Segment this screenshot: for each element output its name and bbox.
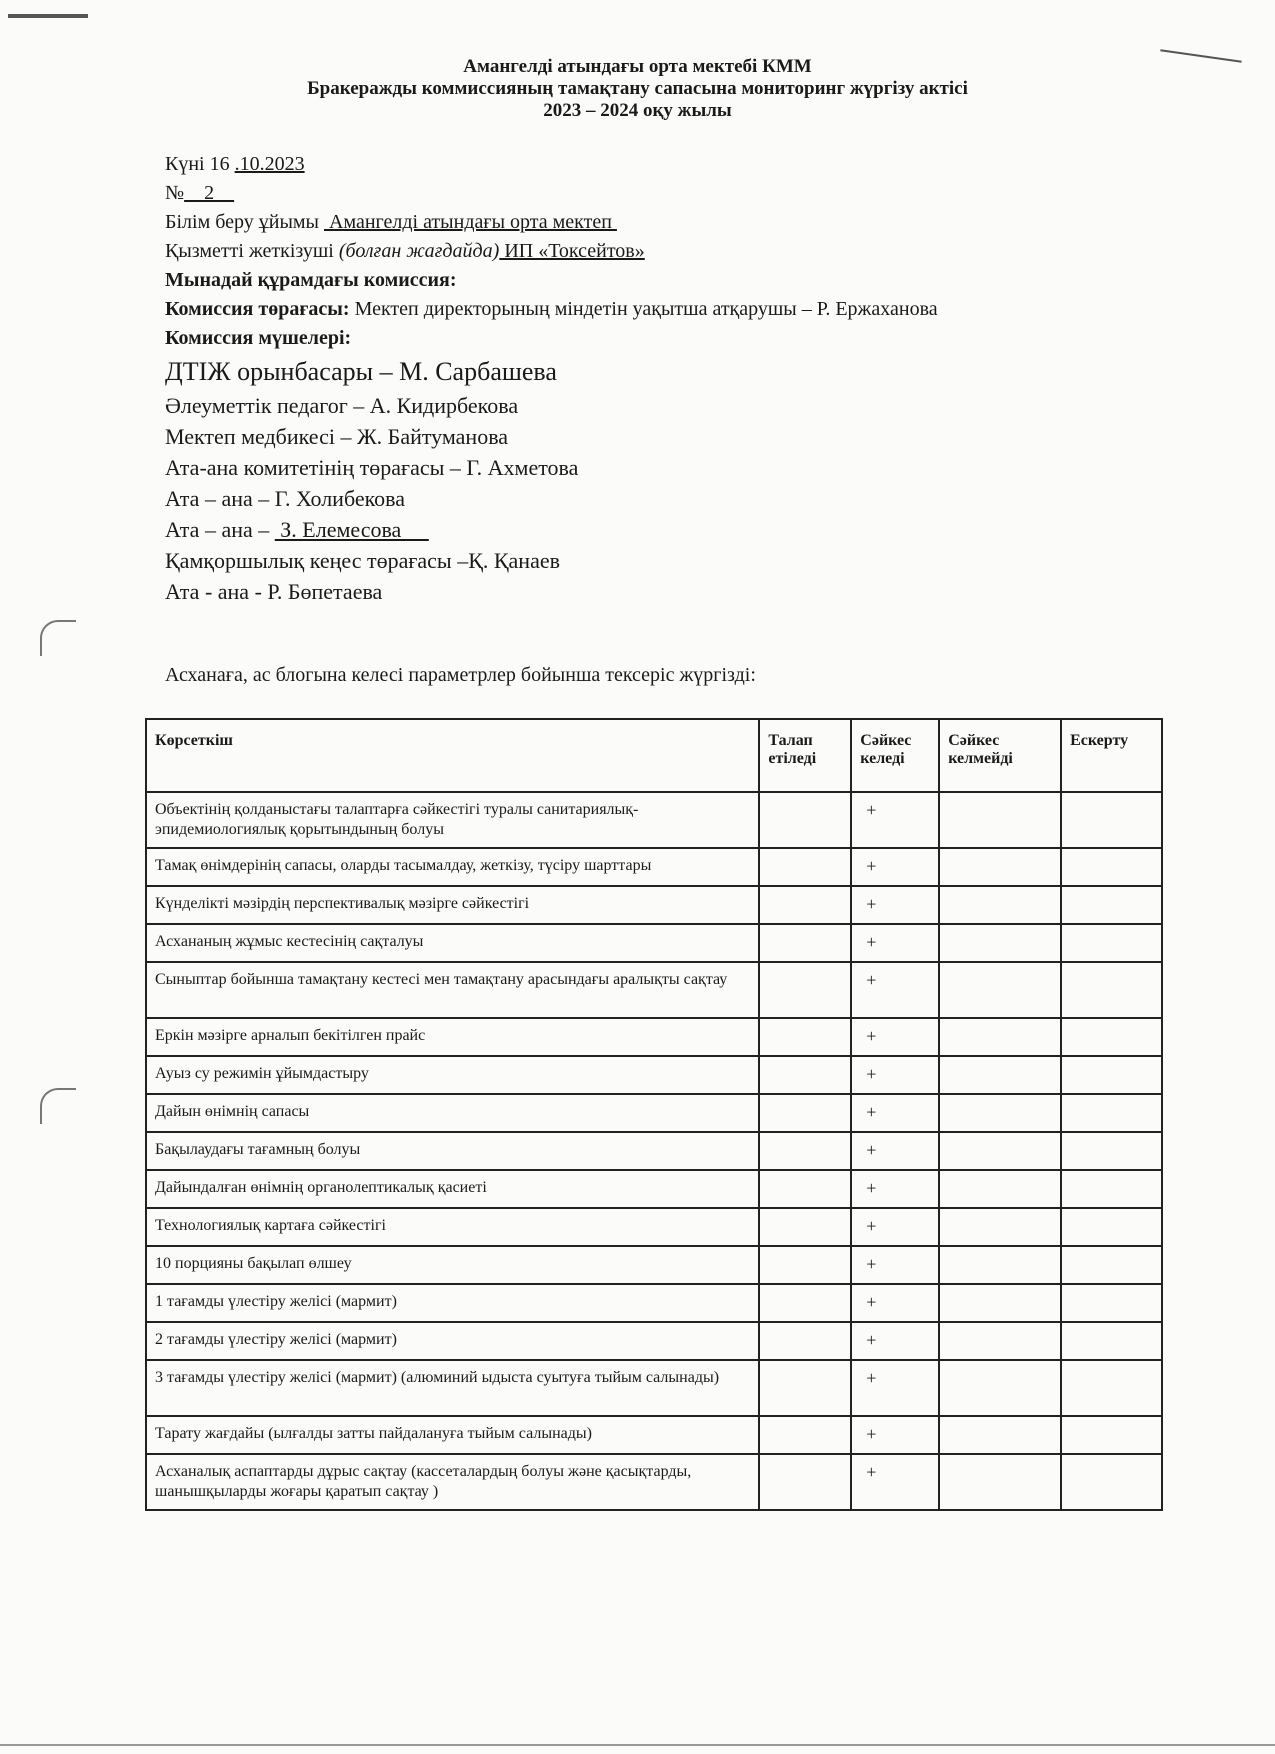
table-row [146,1018,1162,1056]
indicator-cell: Күнделікті мәзірдің перспективалық мәзірге сәйкестігі [146,886,759,924]
indicator-cell: Еркін мәзірге арналып бекітілген прайс [146,1018,759,1056]
document-meta [165,150,1165,607]
org-value: Амангелді атындағы орта мектеп [324,211,617,233]
note-cell [1061,1360,1162,1416]
note-cell [1061,848,1162,886]
noncompliant-cell [939,792,1061,848]
chair-line [165,295,1165,324]
noncompliant-cell [939,886,1061,924]
compliant-cell: + [851,1094,939,1132]
indicator-cell: Тарату жағдайы (ылғалды затты пайдалануға тыйым салынады) [146,1416,759,1454]
supplier-value: ИП «Токсейтов» [499,240,645,262]
column-header-noncompliant: Сәйкес келмейді [939,719,1061,792]
table-row [146,962,1162,1018]
member-underlined-name: З. Елемесова [274,517,429,542]
supplier-note: (болған жағдайда) [338,240,500,262]
indicator-cell: 1 тағамды үлестіру желісі (мармит) [146,1284,759,1322]
chair-label: Комиссия төрағасы: [165,298,350,320]
noncompliant-cell [939,1208,1061,1246]
indicator-cell: Бақылаудағы тағамның болуы [146,1132,759,1170]
noncompliant-cell [939,1246,1061,1284]
org-label: Білім беру ұйымы [165,211,324,233]
required-cell [759,1284,851,1322]
number-line [165,179,1165,208]
table-row [146,1416,1162,1454]
compliant-cell: + [851,1454,939,1510]
indicator-cell: Технологиялық картаға сәйкестігі [146,1208,759,1246]
note-cell [1061,1416,1162,1454]
note-cell [1061,792,1162,848]
note-cell [1061,1454,1162,1510]
table-row [146,1246,1162,1284]
compliant-cell: + [851,1170,939,1208]
table-body [146,792,1162,1510]
column-header-note: Ескерту [1061,719,1162,792]
table-row [146,1132,1162,1170]
inspection-intro: Асханаға, ас блогына келесі параметрлер бойынша тексеріс жүргізді: [165,664,756,686]
indicator-cell: Объектінің қолданыстағы талаптарға сәйкестігі туралы санитариялық-эпидемиологиялық қорытындының болуы [146,792,759,848]
required-cell [759,886,851,924]
scan-edge [0,1744,1275,1746]
scan-mark [8,14,88,18]
table-row [146,1056,1162,1094]
table-row [146,1208,1162,1246]
compliant-cell: + [851,1284,939,1322]
required-cell [759,848,851,886]
note-cell [1061,962,1162,1018]
indicator-cell: Асханалық аспаптарды дұрыс сақтау (кассеталардың болуы және қасықтарды, шанышқыларды жоғары қаратып сақтау ) [146,1454,759,1510]
noncompliant-cell [939,1018,1061,1056]
required-cell [759,962,851,1018]
note-cell [1061,1132,1162,1170]
compliant-cell: + [851,1360,939,1416]
date-label: Күні 16 [165,153,235,175]
member-item: Мектеп медбикесі – Ж. Байтуманова [165,424,509,449]
required-cell [759,1018,851,1056]
table-row [146,1284,1162,1322]
compliant-cell: + [851,1208,939,1246]
table-row [146,1094,1162,1132]
compliant-cell: + [851,962,939,1018]
column-header-indicator: Көрсеткіш [146,719,759,792]
noncompliant-cell [939,1416,1061,1454]
member-item: ДТІЖ орынбасары – М. Сарбашева [165,357,557,386]
indicator-cell: 2 тағамды үлестіру желісі (мармит) [146,1322,759,1360]
compliant-cell: + [851,848,939,886]
academic-year: 2023 – 2024 оқу жылы [543,100,732,121]
table-row [146,886,1162,924]
punch-hole [40,1088,76,1124]
number-value: 2 [184,182,235,204]
noncompliant-cell [939,1094,1061,1132]
school-name: Амангелді атындағы орта мектебі КММ [463,56,812,77]
table-row [146,848,1162,886]
member-item [165,514,1165,545]
member-item: Ата – ана – Г. Холибекова [165,486,406,511]
compliant-cell: + [851,792,939,848]
compliant-cell: + [851,1056,939,1094]
required-cell [759,1416,851,1454]
required-cell [759,1170,851,1208]
table-row [146,1322,1162,1360]
member-item: Ата-ана комитетінің төрағасы – Г. Ахметова [165,455,579,480]
note-cell [1061,1322,1162,1360]
required-cell [759,1056,851,1094]
document-header [0,56,1275,122]
indicator-cell: 10 порцияны бақылап өлшеу [146,1246,759,1284]
indicator-cell: Сыныптар бойынша тамақтану кестесі мен тамақтану арасындағы аралықты сақтау [146,962,759,1018]
noncompliant-cell [939,1360,1061,1416]
table-header-row [146,719,1162,792]
member-item: Ата - ана - Р. Бөпетаева [165,579,383,604]
required-cell [759,1094,851,1132]
compliant-cell: + [851,886,939,924]
member-item: Әлеуметтік педагог – А. Кидирбекова [165,393,519,418]
required-cell [759,792,851,848]
noncompliant-cell [939,1322,1061,1360]
compliant-cell: + [851,1132,939,1170]
compliant-cell: + [851,1416,939,1454]
date-line [165,150,1165,179]
required-cell [759,924,851,962]
monitoring-table [145,718,1163,1511]
punch-hole [40,620,76,656]
noncompliant-cell [939,1132,1061,1170]
member-label: Ата – ана – [165,517,275,542]
noncompliant-cell [939,1170,1061,1208]
note-cell [1061,1246,1162,1284]
number-label: № [165,182,185,204]
indicator-cell: Асхананың жұмыс кестесінің сақталуы [146,924,759,962]
indicator-cell: 3 тағамды үлестіру желісі (мармит) (алюминий ыдыста суытуға тыйым салынады) [146,1360,759,1416]
chair-value: Мектеп директорының міндетін уақытша атқарушы – Р. Ержаханова [349,298,938,320]
member-item: Қамқоршылық кеңес төрағасы –Қ. Қанаев [165,548,560,573]
column-header-required: Талап етіледі [759,719,851,792]
required-cell [759,1454,851,1510]
required-cell [759,1132,851,1170]
note-cell [1061,1094,1162,1132]
compliant-cell: + [851,1018,939,1056]
table-row [146,924,1162,962]
noncompliant-cell [939,848,1061,886]
commission-heading: Мынадай құрамдағы комиссия: [165,269,457,291]
required-cell [759,1208,851,1246]
org-line [165,208,1165,237]
required-cell [759,1360,851,1416]
compliant-cell: + [851,1246,939,1284]
noncompliant-cell [939,924,1061,962]
note-cell [1061,886,1162,924]
note-cell [1061,1056,1162,1094]
supplier-label: Қызметті жеткізуші [165,240,339,262]
required-cell [759,1246,851,1284]
note-cell [1061,1170,1162,1208]
note-cell [1061,1284,1162,1322]
noncompliant-cell [939,1284,1061,1322]
noncompliant-cell [939,962,1061,1018]
required-cell [759,1322,851,1360]
compliant-cell: + [851,1322,939,1360]
note-cell [1061,924,1162,962]
supplier-line [165,237,1165,266]
column-header-compliant: Сәйкес келеді [851,719,939,792]
indicator-cell: Тамақ өнімдерінің сапасы, оларды тасымалдау, жеткізу, түсіру шарттары [146,848,759,886]
document-title: Бракеражды коммиссияның тамақтану сапасына мониторинг жүргізу актісі [307,78,968,99]
date-value: .10.2023 [234,153,305,175]
note-cell [1061,1018,1162,1056]
table-row [146,1360,1162,1416]
members-heading: Комиссия мүшелері: [165,327,352,349]
indicator-cell: Ауыз су режимін ұйымдастыру [146,1056,759,1094]
table-row [146,1170,1162,1208]
table-row [146,1454,1162,1510]
noncompliant-cell [939,1454,1061,1510]
indicator-cell: Дайындалған өнімнің органолептикалық қасиеті [146,1170,759,1208]
table-row [146,792,1162,848]
indicator-cell: Дайын өнімнің сапасы [146,1094,759,1132]
noncompliant-cell [939,1056,1061,1094]
compliant-cell: + [851,924,939,962]
note-cell [1061,1208,1162,1246]
